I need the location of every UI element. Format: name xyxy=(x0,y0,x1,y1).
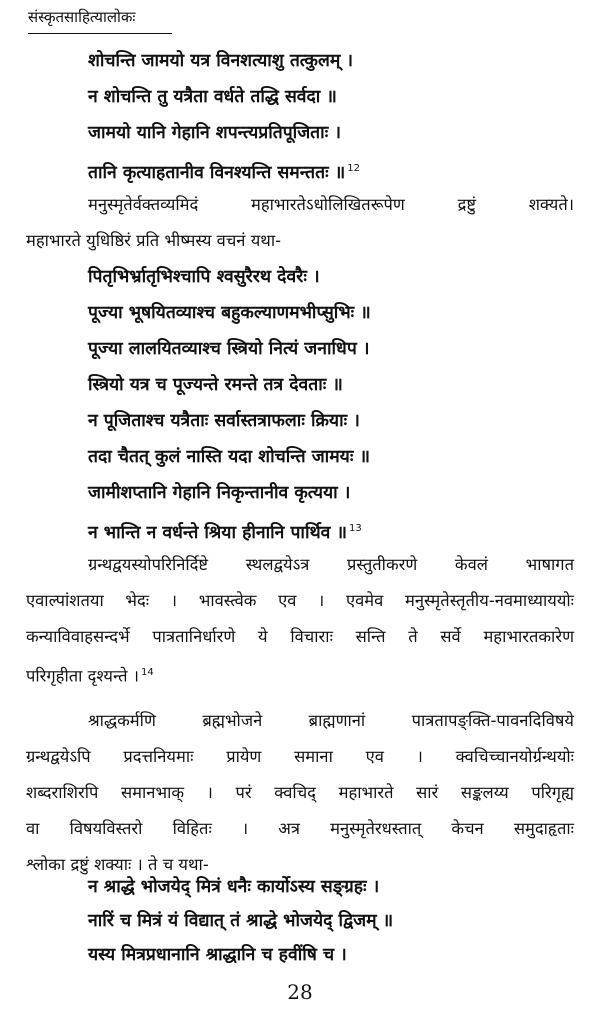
prose-line: महाभारते युधिष्ठिरं प्रति भीष्मस्य वचनं यथा- xyxy=(26,231,282,250)
footnote-marker: 13 xyxy=(348,523,362,534)
prose-line: ग्रन्थद्वयस्योपरिनिर्दिष्टे स्थलद्वयेऽत्र प्रस्तुतीकरणे केवलं भाषागत xyxy=(88,555,574,574)
verse-line: यस्य मित्रप्रधानानि श्राद्धानि च हवींषि च । xyxy=(88,945,347,965)
verse-line: जामीशप्तानि गेहानि निकृन्तानीव कृत्यया । xyxy=(88,483,351,503)
prose-line: एवाल्पांशतया भेदः । भावस्त्वेक एव । एवमेव मनुस्मृतेस्तृतीय-नवमाध्याययोः xyxy=(26,591,574,610)
verse-line: स्त्रियो यत्र च पूज्यन्ते रमन्ते तत्र देवताः ॥ xyxy=(88,375,343,395)
verse-line: पितृभिर्भ्रातृभिश्चापि श्वसुरैरथ देवरैः । xyxy=(88,267,320,287)
page-number: 28 xyxy=(287,980,313,1004)
verse-line: न शोचन्ति तु यत्रैता वर्धते तद्धि सर्वदा ॥ xyxy=(88,87,337,107)
footnote-marker: 12 xyxy=(347,163,360,174)
running-header: संस्कृतसाहित्यालोकः xyxy=(28,8,136,26)
verse-line: पूज्या भूषयितव्याश्च बहुकल्याणमभीप्सुभिः ॥ xyxy=(88,303,371,323)
prose-line: शब्दराशिरपि समानभाक् । परं क्वचिद् महाभारते सारं सङ्कलय्य परिगृह्य xyxy=(26,783,574,802)
verse-line: न पूजिताश्च यत्रैताः सर्वास्तत्राफलाः क्रियाः । xyxy=(88,411,360,431)
verse-line: नारिं च मित्रं यं विद्यात् तं श्राद्धे भोजयेद् द्विजम् ॥ xyxy=(88,911,394,931)
prose-line: श्लोका द्रष्टुं शक्याः । ते च यथा- xyxy=(26,855,209,874)
verse-line: न भान्ति न वर्धन्ते श्रिया हीनानि पार्थिव ॥ $^{13}$ xyxy=(88,522,362,543)
verse-line: जामयो यानि गेहानि शपन्त्यप्रतिपूजिताः । xyxy=(88,123,341,143)
verse-line: तानि कृत्याहतानीव विनश्यन्ति समन्ततः ॥ $^{12}$ xyxy=(88,162,360,183)
header-underline xyxy=(28,33,172,34)
verse-line: पूज्या लालयितव्याश्च स्त्रियो नित्यं जनाधिप । xyxy=(88,339,370,359)
prose-line: ग्रन्थद्वयेऽपि प्रदत्तनियमाः प्रायेण समाना एव । क्वचिच्चानयोर्ग्रन्थयोः xyxy=(26,747,574,766)
verse-line: तदा चैतत् कुलं नास्ति यदा शोचन्ति जामयः ॥ xyxy=(88,447,370,467)
prose-line: मनुस्मृतेर्वक्तव्यमिदं महाभारतेऽधोलिखितरूपेण द्रष्टुं शक्यते। xyxy=(88,195,574,214)
verse-line: न श्राद्धे भोजयेद् मित्रं धनैः कार्योऽस्य सङ्ग्रहः । xyxy=(88,877,380,897)
prose-line: कन्याविवाहसन्दर्भे पात्रतानिर्धारणे ये विचाराः सन्ति ते सर्वे महाभारतकारेण xyxy=(26,627,574,646)
prose-line: परिगृहीता दृश्यन्ते । $^{14}$ xyxy=(26,666,154,686)
prose-line: श्राद्धकर्मणि ब्रह्मभोजने ब्राह्मणानां पात्रतापङ्क्ति-पावनदिविषये xyxy=(88,711,574,730)
verse-line: शोचन्ति जामयो यत्र विनशत्याशु तत्कुलम् । xyxy=(88,51,354,71)
footnote-marker: 14 xyxy=(140,667,154,678)
prose-line: वा विषयविस्तरो विहितः । अत्र मनुस्मृतेरधस्तात् केचन समुदाहृताः xyxy=(26,819,574,838)
